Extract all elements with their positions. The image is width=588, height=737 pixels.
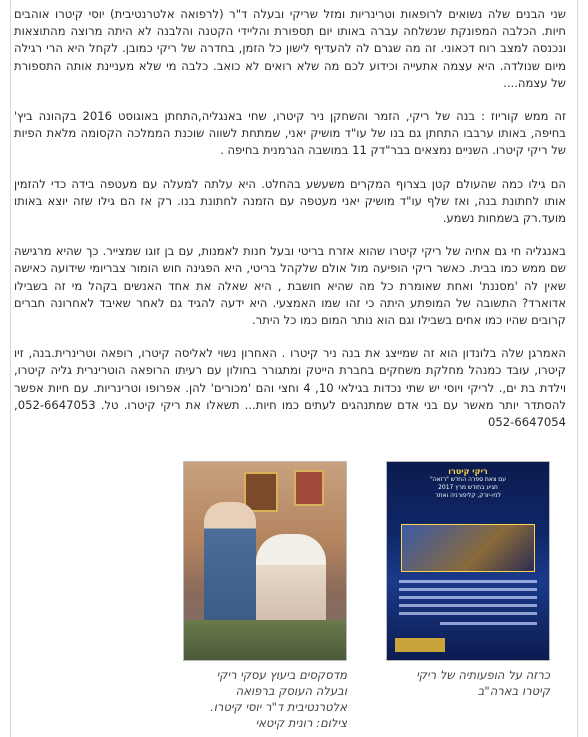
man-figure bbox=[204, 502, 256, 622]
poster-line: לניו-יורק, קליפורניה ואתר bbox=[435, 492, 501, 499]
photo-caption: כרזה על הופעותיה של ריקי קיטרו בארה"ב bbox=[416, 668, 550, 698]
photo-card-couple bbox=[183, 461, 347, 731]
wall-painting bbox=[294, 470, 324, 506]
photo-caption: מדסקסים ביעוץ עסקי ריקי ובעלה העוסק ברפואה אלטרנטיבית ד"ר יוסי קיטרו. צילום: רונית קיטאי bbox=[210, 668, 347, 730]
article-body bbox=[14, 6, 566, 447]
poster-title: תגיע בחודש מרץ 2017 bbox=[438, 484, 498, 491]
poster-text-line bbox=[399, 604, 537, 607]
poster-text-line bbox=[440, 622, 537, 625]
tour-poster[interactable] bbox=[386, 461, 550, 661]
poster-logo bbox=[395, 638, 445, 652]
photo-card-poster bbox=[386, 461, 550, 699]
poster-subheading: עם צאת ספרה החדש "רזאה" bbox=[429, 476, 507, 483]
article-paragraph-3: הם גילו כמה שהעולם קטן בצרוף המקרים משעשע בהחלט. היא עלתה למעלה עם מעטפה בידה כדי להזמין אותו לחתונת בנה, ואז שלף עו"ד מושיק יאני מעטפה עם הזמנה לחתונת בנו. רק אז הם גילו שזה יוצא באותו מועד.רק בשמחות נשמע. bbox=[14, 176, 566, 226]
poster-image bbox=[401, 524, 535, 572]
table-surface bbox=[184, 620, 346, 660]
article-paragraph-2: זה ממש קוריוז : בנה של ריקי, הזמר והשחקן ניר קיטרו, שחי באנגליה,התחתן באוגוסט 2016 בקהונה ביץ' בחיפה, באותו ערבבו התחתן גם בנו של עו"ד מושיק יאני, שמתחת לשווה שוכנת הממלכה הקסומה מלאת הפיות של ריקי קיטרו. השניים נמצאים בבר"דק 11 במושבה הגרמנית בחיפה . bbox=[14, 109, 566, 158]
couple-photo[interactable] bbox=[183, 461, 347, 661]
article-paragraph-5: האמרגן שלה בלונדון הוא זה שמייצג את בנה ניר קיטרו . האחרון נשוי לאליסה קיטרו, רופאה וטרינרית.בנה, זיו קיטרו, עובד כמנהל מחלקת משחקים בחברת הייטק ומתגורר בחולון עם רעיתו הרופאה הוטרינרית גליה קיטרו, וילדת בת ים,. לריקי ויוסי יש שתי נכדות בגילאי 10, 4 וחצי והם 'מכורים' להן. אפרופו וטרינריות. עם חיות אפשר להסתדר יותר מאשר עם בני אדם שמתנהגים לעתים כמו חיות... תשאלו את ריקי קיטרו. טל. 052-6647053, 052-6647054 bbox=[14, 346, 566, 430]
poster-header bbox=[395, 468, 541, 500]
poster-heading: ריקי קיטרו bbox=[448, 467, 488, 476]
article-paragraph-4: באנגליה חי גם אחיה של ריקי קיטרו שהוא אזרח בריטי ובעל חנות לאמנות, עם בן זוגו שמצייר. כך שהיא מרגישה שם ממש כמו בבית. כאשר ריקי הופיעה מול אולם שלקהל בריטי, היא הפגינה חוש הומור צבריומי שידועה כאישה שאין לה 'מסננת' ואחת שאומרת כל מה שהיא חושבת , היא שאלה את אחד האנשים בקהל מי זה בשבילו אדוארד? התשובה של המופתע היתה כי זהו שמו האמצעי. היא ידעה להגיד גם לאחר שאיבד לאחרונה חברים קרובים שהיו כמו אחים בשבילו וגם הוא נותר המום כמו כל היתר. bbox=[14, 244, 566, 328]
poster-text-line bbox=[399, 588, 537, 591]
article-paragraph-1: שני הבנים שלה נשואים לרופאות וטרינריות ומזל שריקי ובעלה ד"ר (לרפואה אלטרנטיבית) יוסי קיטרו אוהבים חיות. הכלבה המפונקת שנשלחה עברה באותו יום תספורת והליידי הקטנה והלבנה לא היתה מרוצה מהתוצאות ונכנסה למצב רוח דכאוני. זה מה שגרם לה להעדיף לישון כל הזמן, בחדרה של ריקי כמובן. לקחל היא הרי רגילה מיום שנולדה. היא עצמה אתעייה וכידוע לכם מה שלא רואים לא כואב. כלבה מי שלא מעניינת אותה התספורת של עצמה.... bbox=[14, 7, 566, 90]
poster-text-line bbox=[399, 612, 537, 615]
photo-gallery bbox=[0, 461, 588, 730]
poster-text-line bbox=[399, 596, 537, 599]
poster-text-line bbox=[399, 580, 537, 583]
